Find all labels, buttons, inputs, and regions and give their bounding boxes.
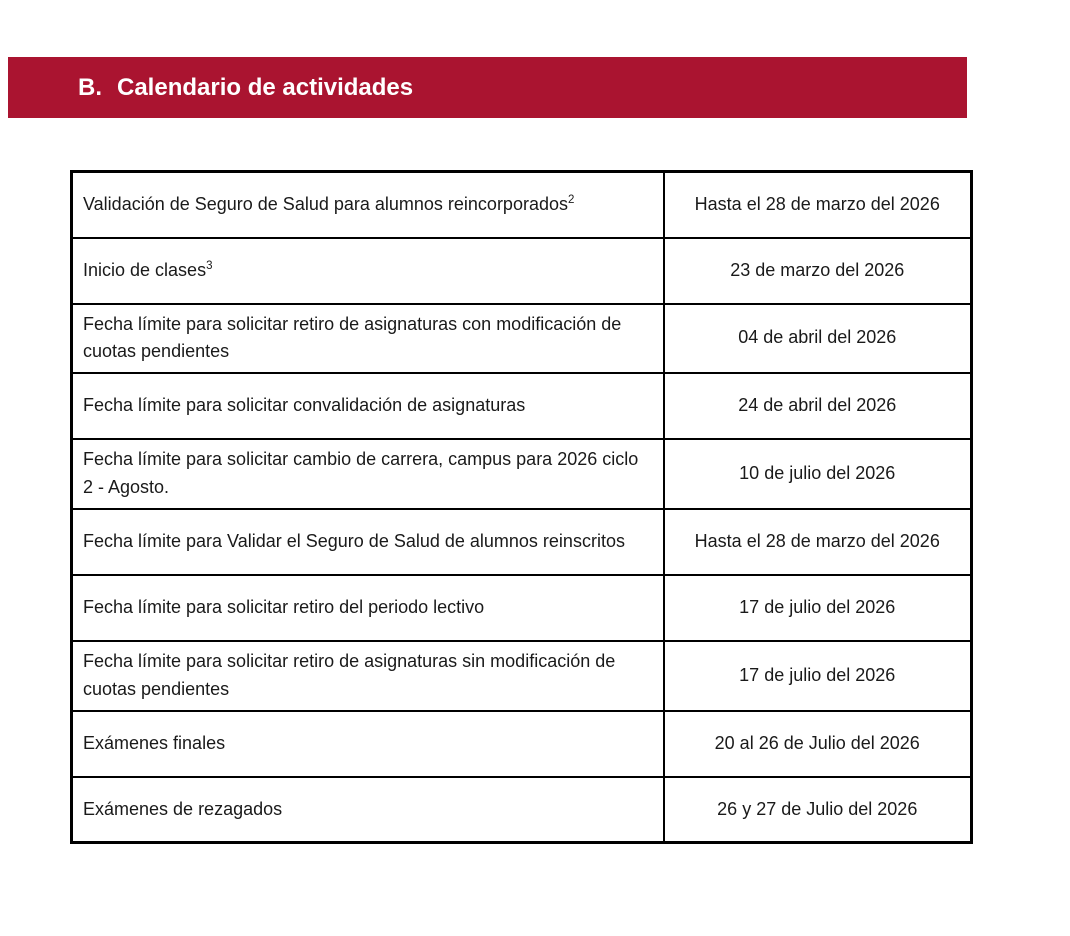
activity-text: Fecha límite para solicitar retiro de asignaturas sin modificación de cuotas pendientes [83, 651, 616, 699]
activity-cell [72, 509, 664, 575]
date-cell [664, 373, 972, 439]
activity-cell [72, 373, 664, 439]
calendar-table-container [70, 170, 970, 844]
activity-text: Fecha límite para solicitar convalidación de asignaturas [83, 395, 526, 416]
date-text: 23 de marzo del 2026 [730, 259, 905, 280]
date-cell [664, 172, 972, 238]
activity-text: Exámenes de rezagados [83, 798, 283, 819]
activity-cell [72, 575, 664, 641]
activity-cell [72, 439, 664, 509]
date-cell [664, 509, 972, 575]
date-cell [664, 777, 972, 843]
date-text: 10 de julio del 2026 [739, 463, 896, 484]
calendar-table-body [72, 172, 972, 843]
activity-cell [72, 777, 664, 843]
date-text: 20 al 26 de Julio del 2026 [714, 732, 920, 753]
activity-text: Validación de Seguro de Salud para alumnos reincorporados [83, 193, 568, 214]
date-text: 24 de abril del 2026 [738, 395, 897, 416]
table-row [72, 373, 972, 439]
activity-text: Inicio de clases [83, 259, 207, 280]
table-row [72, 439, 972, 509]
calendar-table [70, 170, 973, 844]
section-header-banner [8, 57, 967, 118]
activity-cell [72, 641, 664, 711]
activity-cell [72, 172, 664, 238]
section-title: Calendario de actividades [117, 73, 414, 101]
footnote-superscript: 2 [567, 193, 575, 206]
table-row [72, 711, 972, 777]
date-text: Hasta el 28 de marzo del 2026 [694, 531, 940, 552]
date-cell [664, 439, 972, 509]
date-text: 26 y 27 de Julio del 2026 [717, 798, 918, 819]
activity-text: Fecha límite para solicitar retiro del periodo lectivo [83, 597, 485, 618]
table-row [72, 509, 972, 575]
date-text: Hasta el 28 de marzo del 2026 [694, 193, 940, 214]
activity-text: Fecha límite para Validar el Seguro de Salud de alumnos reinscritos [83, 531, 625, 552]
activity-cell [72, 238, 664, 304]
table-row [72, 575, 972, 641]
footnote-superscript: 3 [206, 259, 213, 272]
activity-cell [72, 711, 664, 777]
date-text: 17 de julio del 2026 [739, 597, 896, 618]
activity-text: Fecha límite para solicitar cambio de carrera, campus para 2026 ciclo 2 - Agosto. [83, 449, 639, 498]
activity-text: Fecha límite para solicitar retiro de asignaturas con modificación de cuotas pendientes [83, 313, 622, 362]
activity-text: Exámenes finales [83, 732, 226, 753]
date-cell [664, 238, 972, 304]
activity-cell [72, 304, 664, 374]
date-cell [664, 641, 972, 711]
table-row [72, 304, 972, 374]
table-row [72, 777, 972, 843]
date-cell [664, 575, 972, 641]
date-cell [664, 304, 972, 374]
table-row [72, 641, 972, 711]
date-text: 04 de abril del 2026 [738, 327, 897, 348]
table-row [72, 238, 972, 304]
date-text: 17 de julio del 2026 [739, 665, 896, 685]
date-cell [664, 711, 972, 777]
section-letter: B. [78, 73, 102, 101]
table-row [72, 172, 972, 238]
